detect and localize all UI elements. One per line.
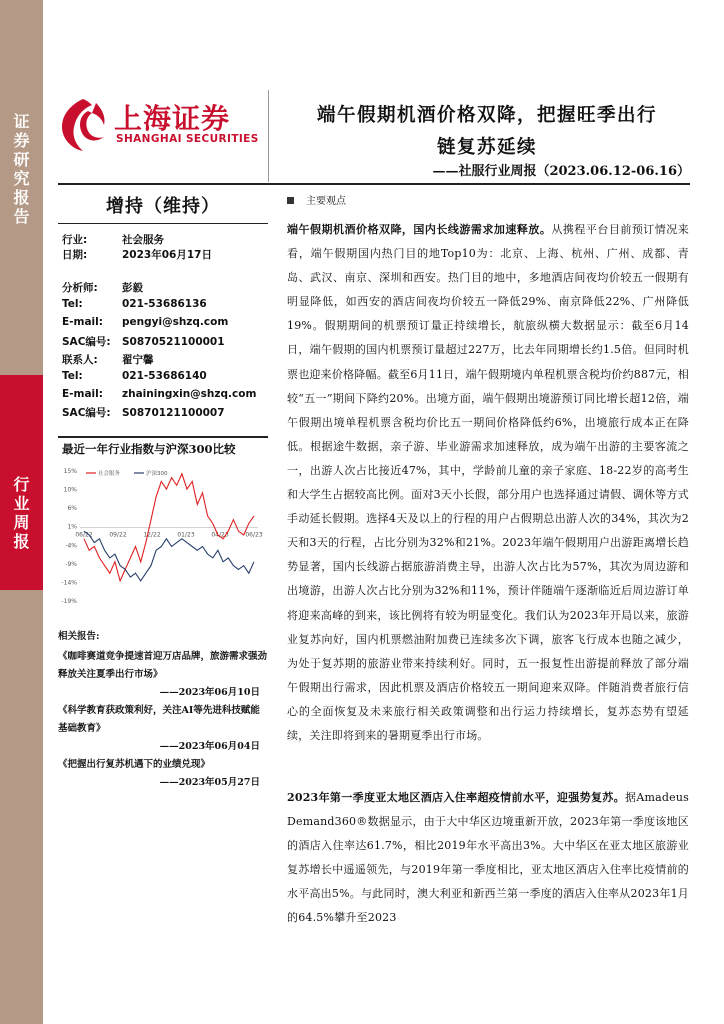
- info-row: [62, 334, 225, 349]
- rating-rule: [58, 223, 268, 224]
- info-value: 2023年06月17日: [122, 249, 212, 261]
- y-tick-label: -9%: [65, 560, 77, 568]
- header-divider: [268, 90, 269, 182]
- y-tick-label: -4%: [65, 542, 77, 550]
- x-tick-label: 04/23: [211, 531, 229, 539]
- x-tick-label: 01/23: [177, 531, 195, 539]
- info-value: 社会服务: [122, 234, 164, 246]
- related-reports-label: 相关报告:: [58, 631, 100, 642]
- info-row: [62, 316, 228, 328]
- info-value: S0870121100007: [122, 407, 225, 419]
- sidebar-char: 周: [13, 513, 30, 532]
- info-key: E-mail:: [62, 316, 103, 328]
- sidebar-char: 究: [13, 169, 30, 188]
- report-subtitle: ——社服行业周报（2023.06.12-06.16）: [432, 164, 690, 179]
- info-value: 021-53686140: [122, 370, 207, 382]
- brand-name-cn: 上海证券: [114, 102, 231, 135]
- header-rule: [58, 183, 690, 185]
- section-heading-text: 主要观点: [306, 196, 346, 207]
- sidebar-report-category: [0, 475, 43, 551]
- info-value: 021-53686136: [122, 298, 207, 310]
- report-title: [282, 100, 692, 164]
- index-comparison-chart: [58, 436, 268, 608]
- info-value: 翟宁馨: [122, 354, 154, 366]
- info-key: 日期:: [62, 249, 88, 261]
- related-reports: [58, 628, 268, 792]
- info-value[interactable]: zhainingxin@shzq.com: [122, 388, 257, 400]
- sidebar-report-type: [0, 112, 43, 226]
- related-report-title: 《咖啡赛道竞争提速首迎万店品牌，旅游需求强劲释放关注夏季出行市场》: [58, 651, 268, 680]
- info-key: Tel:: [62, 370, 83, 382]
- square-bullet-icon: [287, 197, 294, 204]
- sidebar-char: 报: [13, 532, 30, 551]
- legend-label: 沪深300: [146, 471, 168, 477]
- sidebar-char: 报: [13, 188, 30, 207]
- info-value: 彭毅: [122, 282, 143, 294]
- chart-plot: [58, 460, 268, 610]
- info-row: [62, 370, 207, 382]
- chart-title: 最近一年行业指数与沪深300比较: [62, 442, 236, 456]
- sidebar-char: 行: [13, 475, 30, 494]
- x-tick-label: 12/22: [143, 531, 161, 539]
- y-tick-label: 10%: [63, 486, 77, 494]
- paragraph-dragon-boat: [287, 218, 689, 748]
- x-tick-label: 06/23: [245, 531, 263, 539]
- x-tick-label: 09/22: [109, 531, 127, 539]
- info-row: [62, 388, 256, 400]
- y-tick-label: 15%: [63, 468, 77, 475]
- x-tick-label: 06/22: [75, 531, 93, 539]
- info-row: [62, 247, 212, 262]
- related-report-date: ——2023年05月27日: [159, 777, 260, 788]
- info-key: 行业:: [62, 234, 88, 246]
- paragraph-apac-hotels: [287, 786, 689, 931]
- info-key: SAC编号:: [62, 336, 111, 348]
- y-tick-label: -14%: [61, 579, 77, 587]
- info-key: SAC编号:: [62, 407, 111, 419]
- y-tick-label: 6%: [67, 505, 77, 513]
- info-key: 联系人:: [62, 354, 98, 366]
- paragraph-body: 据Amadeus Demand360®数据显示，由于大中华区边境重新开放，2023年第一季度该地区的酒店入住率达61.7%，相比2019年水平高出3%。大中华区在亚太地区旅游业复苏增长中遥遥领先，与2019年第一季度相比，亚太地区酒店入住率比疫情前的水平高出5%。与此同时，澳大利亚和新西兰第一季度的酒店入住率从2023年1月的64.5%攀升至2023: [287, 791, 689, 925]
- rating: 增持（维持）: [106, 196, 220, 217]
- info-row: [62, 232, 164, 247]
- info-row: [62, 352, 154, 367]
- info-value[interactable]: pengyi@shzq.com: [122, 316, 229, 328]
- brand-name-en: SHANGHAI SECURITIES: [116, 133, 259, 145]
- paragraph-lead: 端午假期机酒价格双降，国内长线游需求加速释放。: [287, 223, 552, 236]
- related-report-date: ——2023年06月10日: [159, 687, 260, 698]
- info-key: 分析师:: [62, 282, 98, 294]
- report-title-line1: 端午假期机酒价格双降，把握旺季出行: [316, 105, 657, 126]
- section-heading: [287, 192, 346, 207]
- info-row: [62, 298, 207, 310]
- related-report-item[interactable]: [58, 648, 268, 702]
- related-report-title: 《把握出行复苏机遇下的业绩兑现》: [58, 759, 211, 770]
- info-value: S0870521100001: [122, 336, 225, 348]
- paragraph-body: 从携程平台目前预订情况来看，端午假期国内热门目的地Top10为：北京、上海、杭州、广州、成都、青岛、武汉、南京、深圳和西安。热门目的地中，多地酒店间夜均价较五一假期有明显降低，如西安的酒店间夜均价较五一降低29%、南京降低22%、广州降低19%。假期期间的机票预订量正持续增长，航旅纵横大数据显示：截至6月14日，端午假期的国内机票预订量超过227万，比去年同期增长约1.5倍。但同时机票也迎来价格降幅。截至6月11日，端午假期境内单程机票含税均价约887元，相较“五一”期间下降约20%。出境方面，端午假期出境游预订同比增长超12倍，端午假期出境单程机票含税均价比五一期间价格降低约6%，出境旅行成本正在降低。根据途牛数据，亲子游、毕业游需求加速释放，成为端午出游的主要客流之一，出游人次占比接近47%，其中，学龄前儿童的亲子家庭、18-22岁的高考生和大学生占据较高比例。面对3天小长假，部分用户也选择通过请假、调休等方式手动延长假期。选择4天及以上的行程的用户占假期总出游人次的34%，其次为2天和3天的行程，占比分别为32%和21%。2023年端午假期用户出游距离增长趋势显著，国内长线游占据旅游消费主导，出游人次占比为57%，其次为周边游和出境游，出游人次占比分别为32%和11%，预计伴随端午逐渐临近后周边游订单将迎来高峰的到来，该比例将有较为明显变化。我们认为2023年开局以来，旅游业复苏向好，国内机票燃油附加费已连续多次下调，旅客飞行成本也随之减少，为处于复苏期的旅游业带来持续利好。同时，五一报复性出游提前释放了部分端午假期出行需求，因此机票及酒店价格较五一期间迎来双降。伴随消费者旅行信心的全面恢复及未来旅行相关政策调整和出行运力持续增长，复苏态势有望延续，关注即将到来的暑期夏季出行市场。: [287, 223, 689, 742]
- report-title-line2: 链复苏延续: [436, 137, 537, 158]
- shanghai-securities-logo-icon: [58, 97, 108, 153]
- related-report-title: 《科学教育获政策利好，关注AI等先进科技赋能基础教育》: [58, 705, 260, 734]
- sidebar-char: 业: [13, 494, 30, 513]
- paragraph-lead: 2023年第一季度亚太地区酒店入住率超疫情前水平，迎强势复苏。: [287, 791, 626, 804]
- related-report-date: ——2023年06月04日: [159, 741, 260, 752]
- sidebar-char: 研: [13, 150, 30, 169]
- brand-logo: [58, 97, 263, 155]
- sidebar-char: 告: [13, 207, 30, 226]
- related-report-item[interactable]: [58, 756, 268, 792]
- y-tick-label: -19%: [61, 598, 77, 605]
- info-key: Tel:: [62, 298, 83, 310]
- info-row: [62, 405, 225, 420]
- sidebar-char: 券: [13, 131, 30, 150]
- y-tick-label: 1%: [67, 523, 77, 531]
- info-key: E-mail:: [62, 388, 103, 400]
- legend-label: 社会服务: [98, 471, 121, 477]
- sidebar-char: 证: [13, 112, 30, 131]
- info-row: [62, 280, 143, 295]
- related-report-item[interactable]: [58, 702, 268, 756]
